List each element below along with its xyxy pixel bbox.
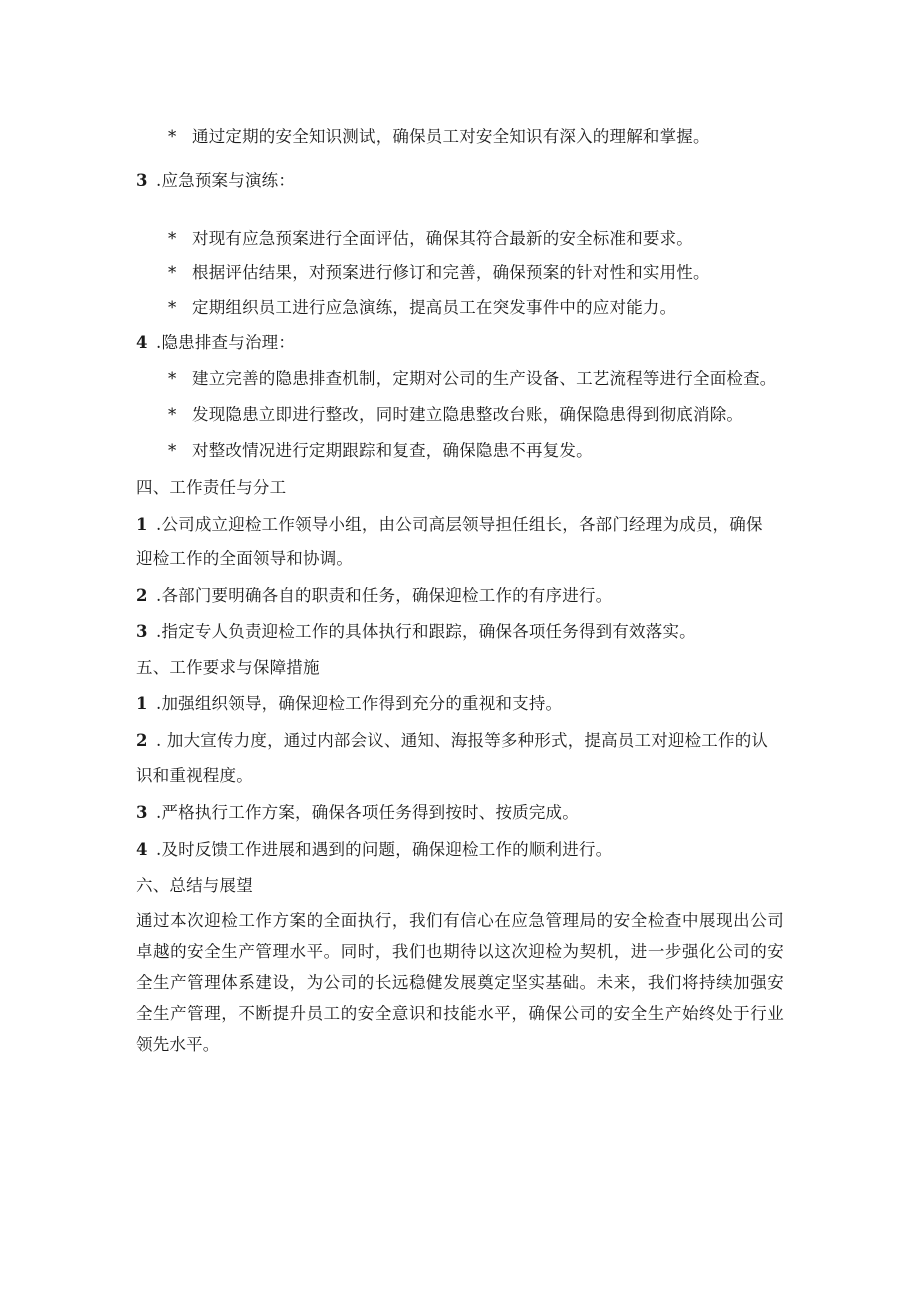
section-heading: 四、工作责任与分工: [136, 478, 287, 497]
bullet-item: * 发现隐患立即进行整改，同时建立隐患整改台账，确保隐患得到彻底消除。: [168, 405, 744, 424]
numbered-item: 1 .加强组织领导，确保迎检工作得到充分的重视和支持。: [136, 694, 563, 713]
bullet-item: * 对整改情况进行定期跟踪和复查，确保隐患不再复发。: [168, 441, 593, 460]
asterisk-bullet-icon: *: [168, 229, 177, 248]
asterisk-bullet-icon: *: [168, 127, 177, 146]
asterisk-bullet-icon: *: [168, 405, 177, 424]
asterisk-bullet-icon: *: [168, 263, 177, 282]
bullet-item: * 定期组织员工进行应急演练，提高员工在突发事件中的应对能力。: [168, 298, 677, 317]
numbered-item: 2 .各部门要明确各自的职责和任务，确保迎检工作的有序进行。: [136, 586, 613, 605]
numbered-item: 1 .公司成立迎检工作领导小组，由公司高层领导担任组长，各部门经理为成员，确保: [136, 515, 763, 534]
numbered-item: 3 .指定专人负责迎检工作的具体执行和跟踪，确保各项任务得到有效落实。: [136, 622, 696, 641]
asterisk-bullet-icon: *: [168, 369, 177, 388]
numbered-item: 2 . 加大宣传力度，通过内部会议、通知、海报等多种形式，提高员工对迎检工作的认: [136, 731, 769, 750]
bullet-item: * 通过定期的安全知识测试，确保员工对安全知识有深入的理解和掌握。: [168, 127, 710, 146]
numbered-item: 3 .严格执行工作方案，确保各项任务得到按时、按质完成。: [136, 803, 579, 822]
asterisk-bullet-icon: *: [168, 441, 177, 460]
section-heading: 五、工作要求与保障措施: [136, 658, 320, 677]
numbered-item-continuation: 识和重视程度。: [136, 766, 253, 785]
section-heading: 六、总结与展望: [136, 876, 253, 895]
bullet-item: * 根据评估结果，对预案进行修订和完善，确保预案的针对性和实用性。: [168, 263, 710, 282]
numbered-item-continuation: 迎检工作的全面领导和协调。: [136, 549, 354, 568]
numbered-item: 4 .及时反馈工作进展和遇到的问题，确保迎检工作的顺利进行。: [136, 840, 613, 859]
summary-paragraph: 通过本次迎检工作方案的全面执行，我们有信心在应急管理局的安全检查中展现出公司卓越的安全生产管理水平。同时，我们也期待以这次迎检为契机，进一步强化公司的安全生产管理体系建设，为公司的长远稳健发展奠定坚实基础。未来，我们将持续加强安全生产管理，不断提升员工的安全意识和技能水平，确保公司的安全生产始终处于行业领先水平。: [136, 911, 784, 1054]
bullet-item: * 建立完善的隐患排查机制，定期对公司的生产设备、工艺流程等进行全面检查。: [168, 369, 777, 388]
asterisk-bullet-icon: *: [168, 298, 177, 317]
numbered-item-heading: 3 .应急预案与演练：: [136, 171, 296, 190]
numbered-item-heading: 4 .隐患排查与治理：: [136, 333, 296, 352]
bullet-item: * 对现有应急预案进行全面评估，确保其符合最新的安全标准和要求。: [168, 229, 693, 248]
